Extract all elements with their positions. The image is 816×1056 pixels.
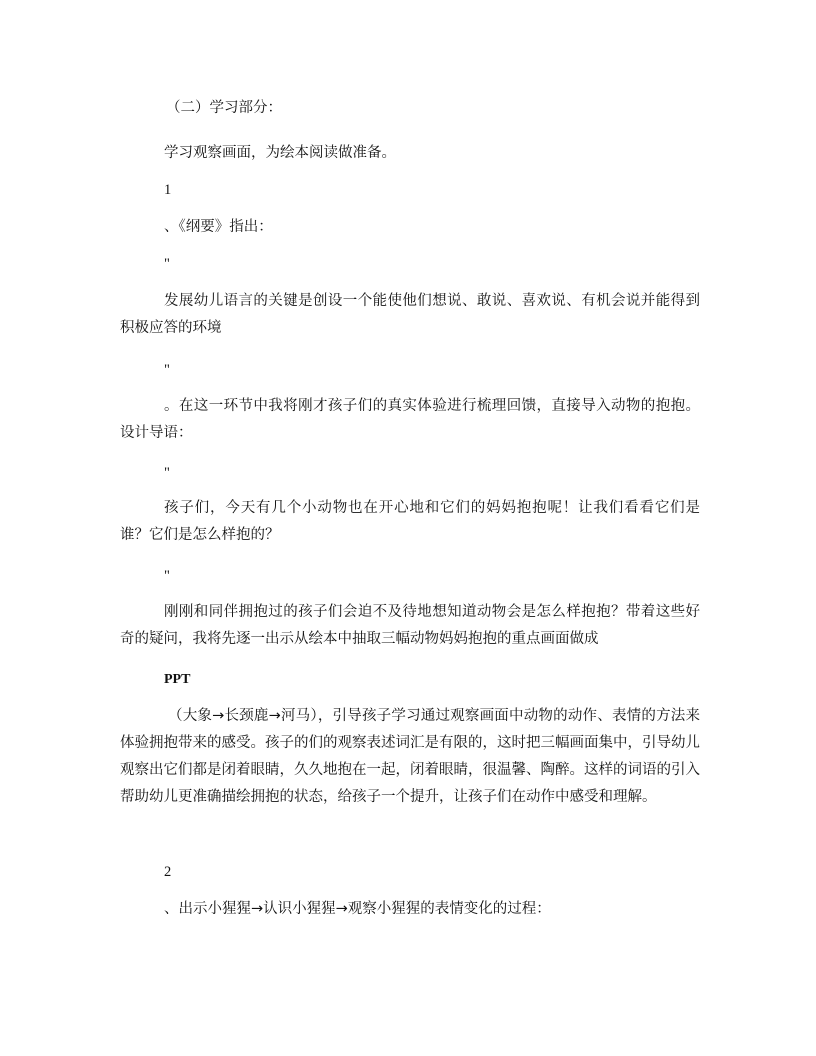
guide-paragraph: 孩子们，今天有几个小动物也在开心地和它们的妈妈抱抱呢！让我们看看它们是谁？它们是怎么样抱的？ bbox=[120, 500, 700, 543]
quote-mark-2: " bbox=[164, 362, 170, 378]
section-heading: （二）学习部分： bbox=[166, 100, 282, 116]
quote-paragraph: 发展幼儿语言的关键是创设一个能使他们想说、敢说、喜欢说、有机会说并能得到积极应答的环境 bbox=[120, 293, 700, 336]
item-2-lead: 、出示小猩猩→认识小猩猩→观察小猩猩的表情变化的过程： bbox=[164, 901, 551, 917]
ppt-intro-paragraph: 刚刚和同伴拥抱过的孩子们会迫不及待地想知道动物会是怎么样抱抱？带着这些好奇的疑问，我将先逐一出示从绘本中抽取三幅动物妈妈抱抱的重点画面做成 bbox=[120, 604, 700, 647]
ppt-label: PPT bbox=[164, 672, 191, 687]
item-2-number: 2 bbox=[164, 864, 172, 880]
quote-mark-3: " bbox=[164, 465, 170, 481]
ppt-paragraph: （大象→长颈鹿→河马），引导孩子学习通过观察画面中动物的动作、表情的方法来体验拥抱带来的感受。孩子的们的观察表述词汇是有限的，这时把三幅画面集中，引导幼儿观察出它们都是闭着眼睛，久久地抱在一起，闭着眼睛，很温馨、陶醉。这样的词语的引入帮助幼儿更准确描绘拥抱的状态，给孩子一个提升，让孩子们在动作中感受和理解。 bbox=[120, 708, 700, 805]
quote-mark-1: " bbox=[164, 256, 170, 272]
item-1-number: 1 bbox=[164, 182, 172, 198]
item-1-lead: 、《纲要》指出： bbox=[164, 219, 273, 235]
link-paragraph: 。在这一环节中我将刚才孩子们的真实体验进行梳理回馈，直接导入动物的抱抱。设计导语： bbox=[120, 398, 700, 441]
intro-line: 学习观察画面，为绘本阅读做准备。 bbox=[164, 145, 396, 161]
quote-mark-4: " bbox=[164, 568, 170, 584]
